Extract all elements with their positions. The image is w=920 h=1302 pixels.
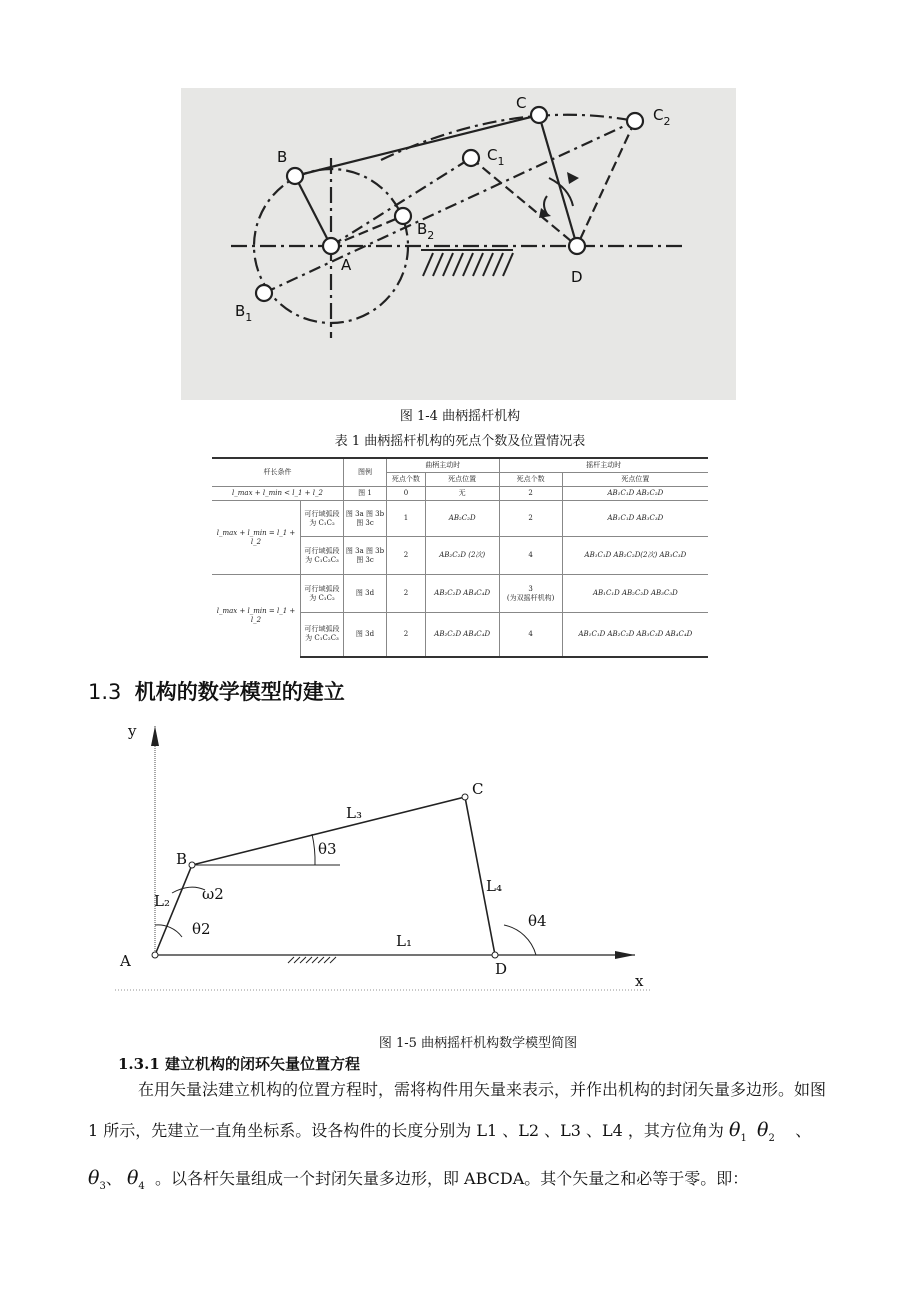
label-theta3: θ3 xyxy=(318,840,337,858)
table-row: l_max + l_min = l_1 + l_2 可行域弧段为 C₁C₂ 图 3d 2 AB₂C₂D AB₄C₄D 3 (为双摇杆机构) AB₁C₁D AB₂C₂D AB₃C₃D xyxy=(212,575,708,613)
table-row: l_max + l_min = l_1 + l_2 可行域弧段为 C₁C₂ 图 3a 图 3b 图 3c 1 AB₂C₂D 2 AB₁C₁D AB₃C₃D xyxy=(212,501,708,537)
figure-1-4 xyxy=(181,88,736,400)
label-L2: L₂ xyxy=(154,892,170,910)
label-C: C xyxy=(516,94,527,112)
paragraph-line-2: 1 所示，先建立一直角坐标系。设各构件的长度分别为 L1 、L2 、L3 、L4 ，其方位角为 $\theta_1$ $\theta_2$ 、 xyxy=(88,1119,812,1144)
axis-label-y: y xyxy=(128,722,137,740)
figure-1-4-caption: 图 1-4 曲柄摇杆机构 xyxy=(399,409,521,424)
paragraph-line-1: 在用矢量法建立机构的位置方程时，需将构件用矢量来表示，并作出机构的封闭矢量多边形。如图 xyxy=(138,1080,827,1099)
label-theta4: θ4 xyxy=(528,912,547,930)
th-dead-position: 死点位置 xyxy=(562,473,708,487)
label-C1: $C_1$ xyxy=(487,146,505,168)
theta-4-symbol: $\theta_4$ xyxy=(126,1167,145,1192)
section-heading-1-3-1: 1.3.1 建立机构的闭环矢量位置方程 xyxy=(118,1055,360,1073)
label-D: D xyxy=(571,268,583,286)
label-A: A xyxy=(120,952,131,970)
label-D: D xyxy=(495,960,508,978)
figure-1-5-caption: 图 1-5 曲柄摇杆机构数学模型简图 xyxy=(378,1036,578,1051)
label-C: C xyxy=(472,780,484,798)
axis-label-x: x xyxy=(635,972,644,990)
label-B: B xyxy=(277,148,288,166)
label-omega2: ω2 xyxy=(202,885,224,903)
section-heading-1-3: 1.3 机构的数学模型的建立 xyxy=(88,680,345,704)
th-rocker: 摇杆主动时 xyxy=(499,458,708,473)
table-row: l_max + l_min < l_1 + l_2 图 1 0 无 2 AB₁C₁D AB₂C₂D xyxy=(212,487,708,501)
th-crank: 曲柄主动时 xyxy=(387,458,500,473)
label-L1: L₁ xyxy=(396,932,412,950)
label-B2: $B_2$ xyxy=(417,220,435,242)
theta-3-symbol: $\theta_3$ xyxy=(88,1167,106,1192)
label-B1: $B_1$ xyxy=(235,302,253,324)
label-B: B xyxy=(176,850,188,868)
figure-1-5 xyxy=(110,718,670,993)
theta-2-symbol: $\theta_2$ xyxy=(757,1119,775,1144)
label-L3: L₃ xyxy=(346,804,362,822)
paragraph-line-3: $\theta_3$、 $\theta_4$ 。以各杆矢量组成一个封闭矢量多边形，即 ABCDA。其个矢量之和必等于零。即： xyxy=(88,1167,749,1192)
th-condition: 杆长条件 xyxy=(212,458,344,487)
label-theta2: θ2 xyxy=(192,920,211,938)
label-L4: L₄ xyxy=(486,877,502,895)
theta-1-symbol: $\theta_1$ xyxy=(729,1119,747,1144)
table-row: 可行域弧段为 C₁C₂C₃ 图 3a 图 3b 图 3c 2 AB₂C₂D (2次) 4 AB₁C₁D AB₂C₂D(2次) AB₃C₃D xyxy=(212,537,708,575)
th-dead-count: 死点个数 xyxy=(387,473,426,487)
table-caption: 表 1 曲柄摇杆机构的死点个数及位置情况表 xyxy=(334,434,586,449)
th-figure: 图例 xyxy=(344,458,387,487)
dead-point-table xyxy=(212,457,708,658)
table-row: 可行域弧段为 C₁C₂C₃ 图 3d 2 AB₂C₂D AB₄C₄D 4 AB₁C₁D AB₂C₂D AB₃C₃D AB₄C₄D xyxy=(212,613,708,657)
label-A: A xyxy=(341,256,352,274)
th-dead-count: 死点个数 xyxy=(499,473,562,487)
label-C2: $C_2$ xyxy=(653,106,671,128)
th-dead-position: 死点位置 xyxy=(425,473,499,487)
